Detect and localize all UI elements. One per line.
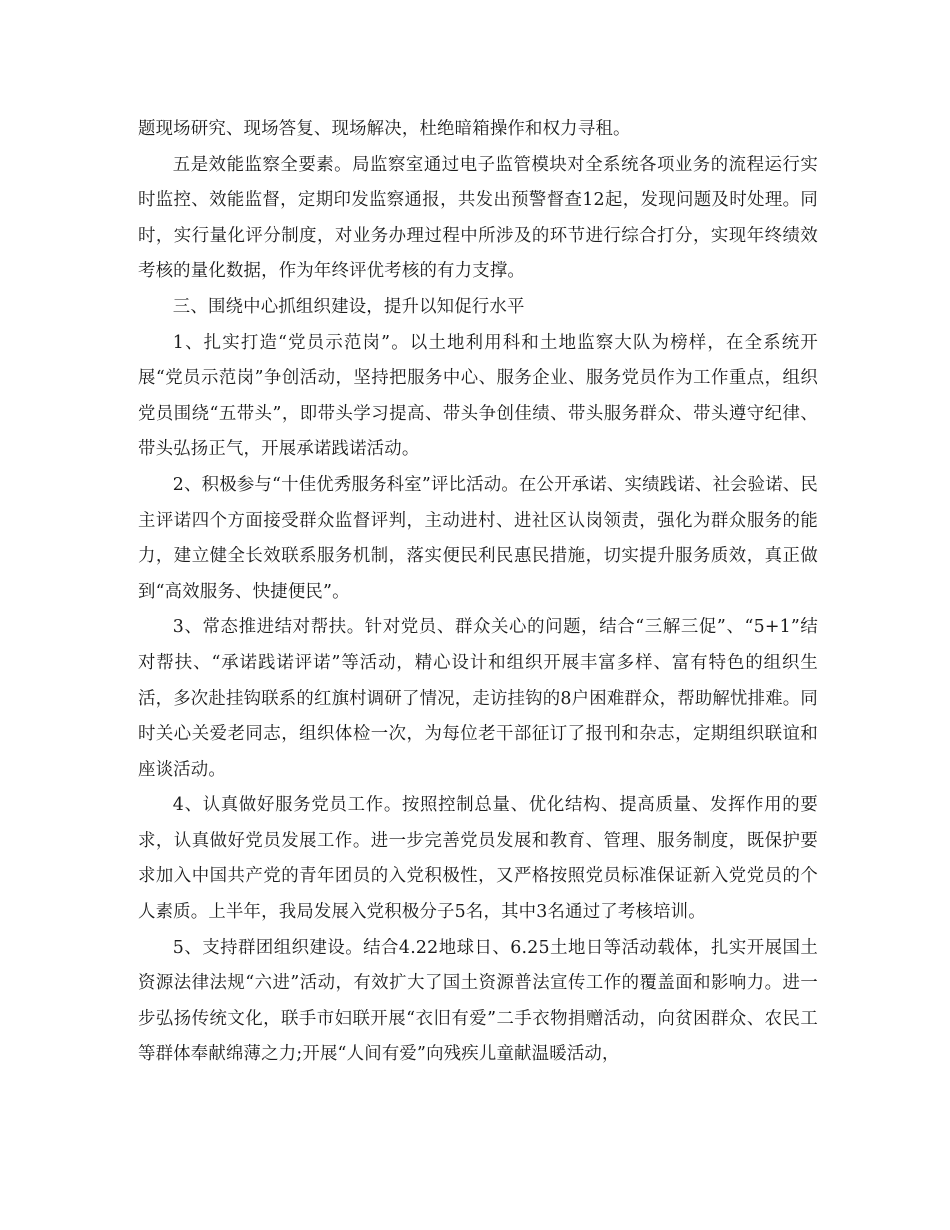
paragraph-member-service: 4、认真做好服务党员工作。按照控制总量、优化结构、提高质量、发挥作用的要求，认真做好党员发展工作。进一步完善党员发展和教育、管理、服务制度，既保护要求加入中国共产党的青年团员的入党积极性，又严格按照党员标准保证新入党党员的个人素质。上半年，我局发展入党积极分子5名，其中3名通过了考核培训。 <box>138 795 818 923</box>
section-heading-organization-building: 三、围绕中心抓组织建设，提升以知促行水平 <box>172 296 525 317</box>
paragraph-continuation: 题现场研究、现场答复、现场解决，杜绝暗箱操作和权力寻租。 <box>138 119 631 139</box>
paragraph-top-ten-service: 2、积极参与“十佳优秀服务科室”评比活动。在公开承诺、实绩践诺、社会验诺、民主评诺四个方面接受群众监督评判，主动进村、进社区认岗领责，强化为群众服务的能力，建立健全长效联系服务机制，落实便民利民惠民措施，切实提升服务质效，真正做到“高效服务、快捷便民”。 <box>138 474 818 602</box>
document-body <box>138 112 818 1073</box>
paragraph-mass-organizations: 5、支持群团组织建设。结合4.22地球日、6.25土地日等活动载体，扎实开展国土资源法律法规“六进”活动，有效扩大了国土资源普法宣传工作的覆盖面和影响力。进一步弘扬传统文化，联手市妇联开展“衣旧有爱”二手衣物捐赠活动，向贫困群众、农民工等群体奉献绵薄之力;开展“人间有爱”向残疾儿童献温暖活动， <box>138 937 818 1065</box>
paragraph-paired-assistance: 3、常态推进结对帮扶。针对党员、群众关心的问题，结合“三解三促”、“5+1”结对帮扶、“承诺践诺评诺”等活动，精心设计和组织开展丰富多样、富有特色的组织生活，多次赴挂钩联系的红旗村调研了情况，走访挂钩的8户困难群众，帮助解忧排难。同时关心关爱老同志，组织体检一次，为每位老干部征订了报刊和杂志，定期组织联谊和座谈活动。 <box>138 617 818 780</box>
paragraph-party-model-post: 1、扎实打造“党员示范岗”。以土地利用科和土地监察大队为榜样，在全系统开展“党员示范岗”争创活动，坚持把服务中心、服务企业、服务党员作为工作重点，组织党员围绕“五带头”，即带头学习提高、带头争创佳绩、带头服务群众、带头遵守纪律、带头弘扬正气，开展承诺践诺活动。 <box>138 332 818 460</box>
paragraph-efficiency-supervision: 五是效能监察全要素。局监察室通过电子监管模块对全系统各项业务的流程运行实时监控、效能监督，定期印发监察通报，共发出预警督查12起，发现问题及时处理。同时，实行量化评分制度，对业务办理过程中所涉及的环节进行综合打分，实现年终绩效考核的量化数据，作为年终评优考核的有力支撑。 <box>138 154 818 282</box>
